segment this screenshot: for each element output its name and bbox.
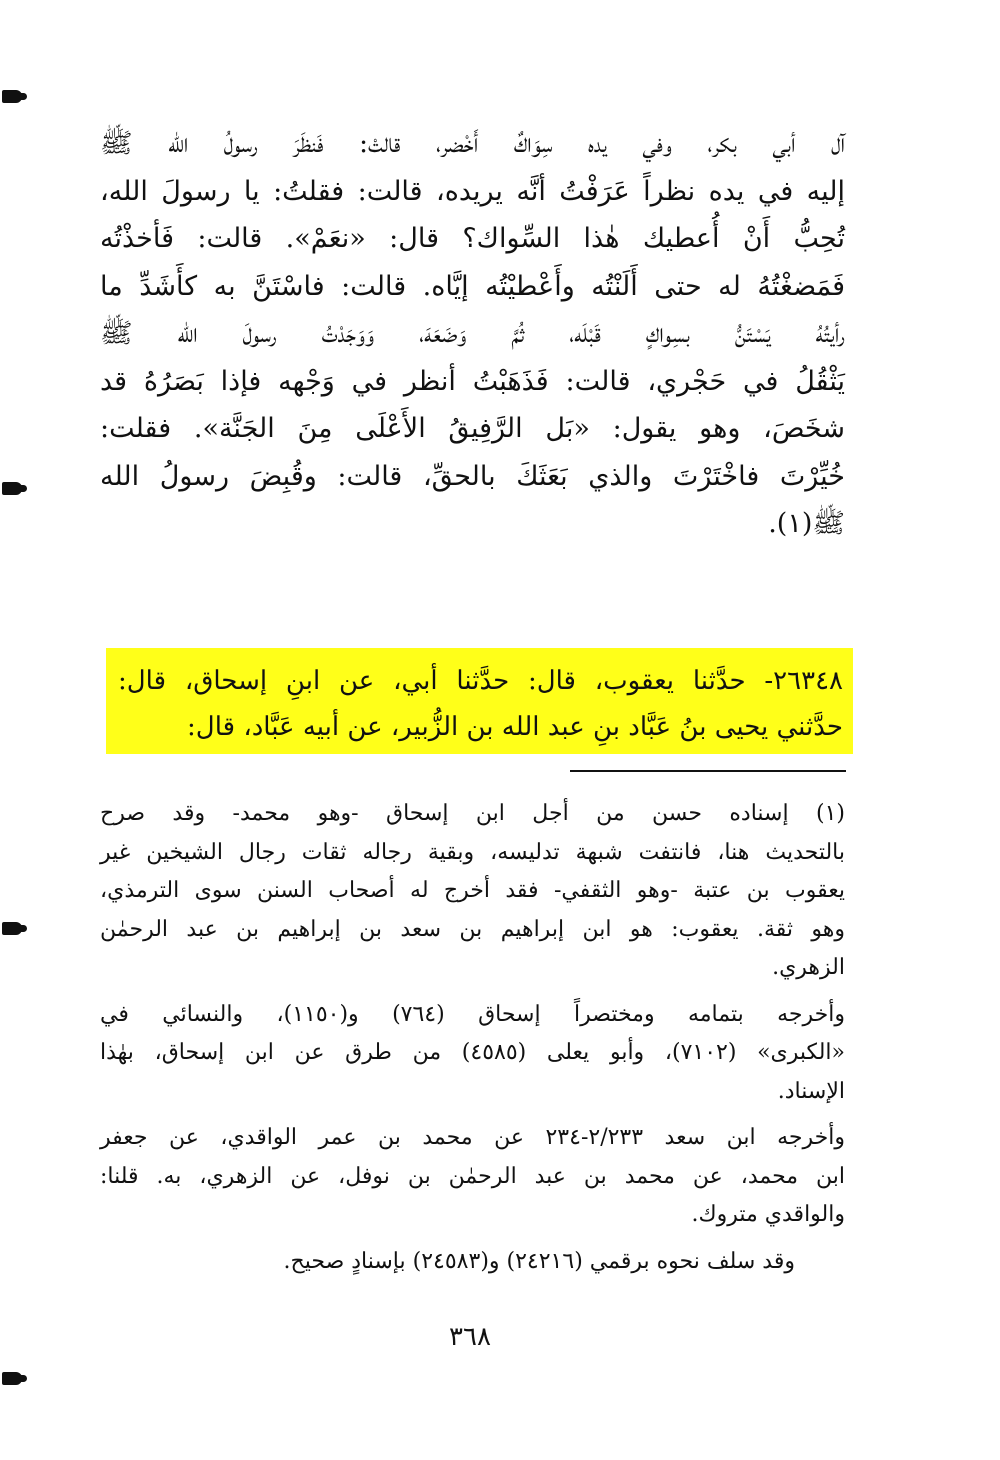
footnote-paragraph [100, 996, 845, 1112]
footnote-line: ابن محمد، عن محمد بن عبد الرحمٰن بن نوفل، عن الزهري، به. قلنا: [100, 1163, 845, 1189]
hadith-header-line: ٢٦٣٤٨- حدَّثنا يعقوب، قال: حدَّثنا أبي، عن ابنِ إسحاق، قال: [118, 666, 843, 696]
footnote-line: وأخرجه ابن سعد ٢/٢٣٣-٢٣٤ عن محمد بن عمر الواقدي، عن جعفر [100, 1125, 845, 1150]
footnote-line: والواقدي متروك. [691, 1202, 845, 1227]
footnote-line: وقد سلف نحوه برقمي (٢٤٢١٦) و(٢٤٥٨٣) بإسنادٍ صحيح. [283, 1248, 795, 1274]
footnote-paragraph [100, 1119, 845, 1235]
margin-mark-icon [2, 1372, 22, 1385]
footnote-line: بالتحديث هنا، فانتفت شبهة تدليسه، وبقية رجاله ثقات رجال الشيخين غير [100, 839, 845, 865]
text-line: تُحِبُّ أَنْ أُعطيك هٰذا السِّواك؟ قال: «نعَمْ». قالت: فَأخذْتُه [100, 223, 845, 254]
hadith-header [118, 658, 843, 750]
main-paragraph [100, 120, 845, 548]
footnote-line: (١) إسناده حسن من أجل ابن إسحاق -وهو محمد- وقد صرح [100, 801, 845, 826]
footnotes [100, 795, 845, 1289]
text-line: شخَصَ، وهو يقول: «بَل الرَّفِيقُ الأَعْلَى مِنَ الجَنَّة». فقلت: [100, 413, 845, 444]
text-line: خُيِّرْتَ فاخْتَرْتَ والذي بَعَثَكَ بالحقِّ، قالت: وقُبِضَ رسولُ الله [100, 460, 845, 492]
text-line: إليه في يده نظراً عَرَفْتُ أنَّه يريده، قالت: فقلتُ: يا رسولَ الله، [100, 175, 845, 207]
footnote-line: الزهري. [772, 955, 845, 980]
main-text-block [100, 120, 845, 548]
hadith-header-line: حدَّثني يحيى بنُ عَبَّاد بنِ عبد الله بن الزُّبير، عن أبيه عَبَّاد، قال: [187, 712, 843, 742]
text-line: يَثْقُلُ في حَجْري، قالت: فَذَهَبْتُ أنظر في وَجْهه فإذا بَصَرُهُ قد [100, 365, 845, 397]
margin-mark-icon [2, 922, 22, 935]
footnote-paragraph [100, 1243, 845, 1282]
text-line: ﷺ(١). [768, 508, 845, 539]
text-line: آل أبي بكر، وفي يده سِوَاكٌ أَخْضر، قالتْ: فَنظَرَ رسولُ الله ﷺ [100, 128, 845, 159]
footnote-line: «الكبرى» (٧١٠٢)، وأبو يعلى (٤٥٨٥) من طرق عن ابن إسحاق، بهٰذا [100, 1040, 845, 1065]
margin-mark-icon [2, 90, 22, 103]
footnote-line: وأخرجه بتمامه ومختصراً إسحاق (٧٦٤) و(١١٥٠)، والنسائي في [100, 1001, 845, 1027]
margin-mark-icon [2, 482, 22, 495]
footnote-paragraph [100, 795, 845, 988]
footnote-line: يعقوب بن عتبة -وهو الثقفي- فقد أخرج له أصحاب السنن سوى الترمذي، [100, 878, 845, 903]
page-number: ٣٦٨ [449, 1322, 491, 1352]
text-line: فَمَضغْتُهُ له حتى أَلَنْتُه وأَعْطيْتُه إيَّاه. قالت: فاسْتَنَّ به كأَشَدِّ ما [100, 270, 845, 302]
footnote-line: وهو ثقة. يعقوب: هو ابن إبراهيم بن سعد بن إبراهيم بن عبد الرحمٰن [100, 916, 845, 942]
text-line: رأيتُهُ يَسْتَنُّ بسِواكٍ قَبْلَه، ثُمَّ وَضَعَهَ، وَوَجَدْتُ رسولَ الله ﷺ [100, 318, 845, 349]
footnote-divider [570, 770, 846, 772]
footnote-line: الإسناد. [777, 1078, 845, 1104]
